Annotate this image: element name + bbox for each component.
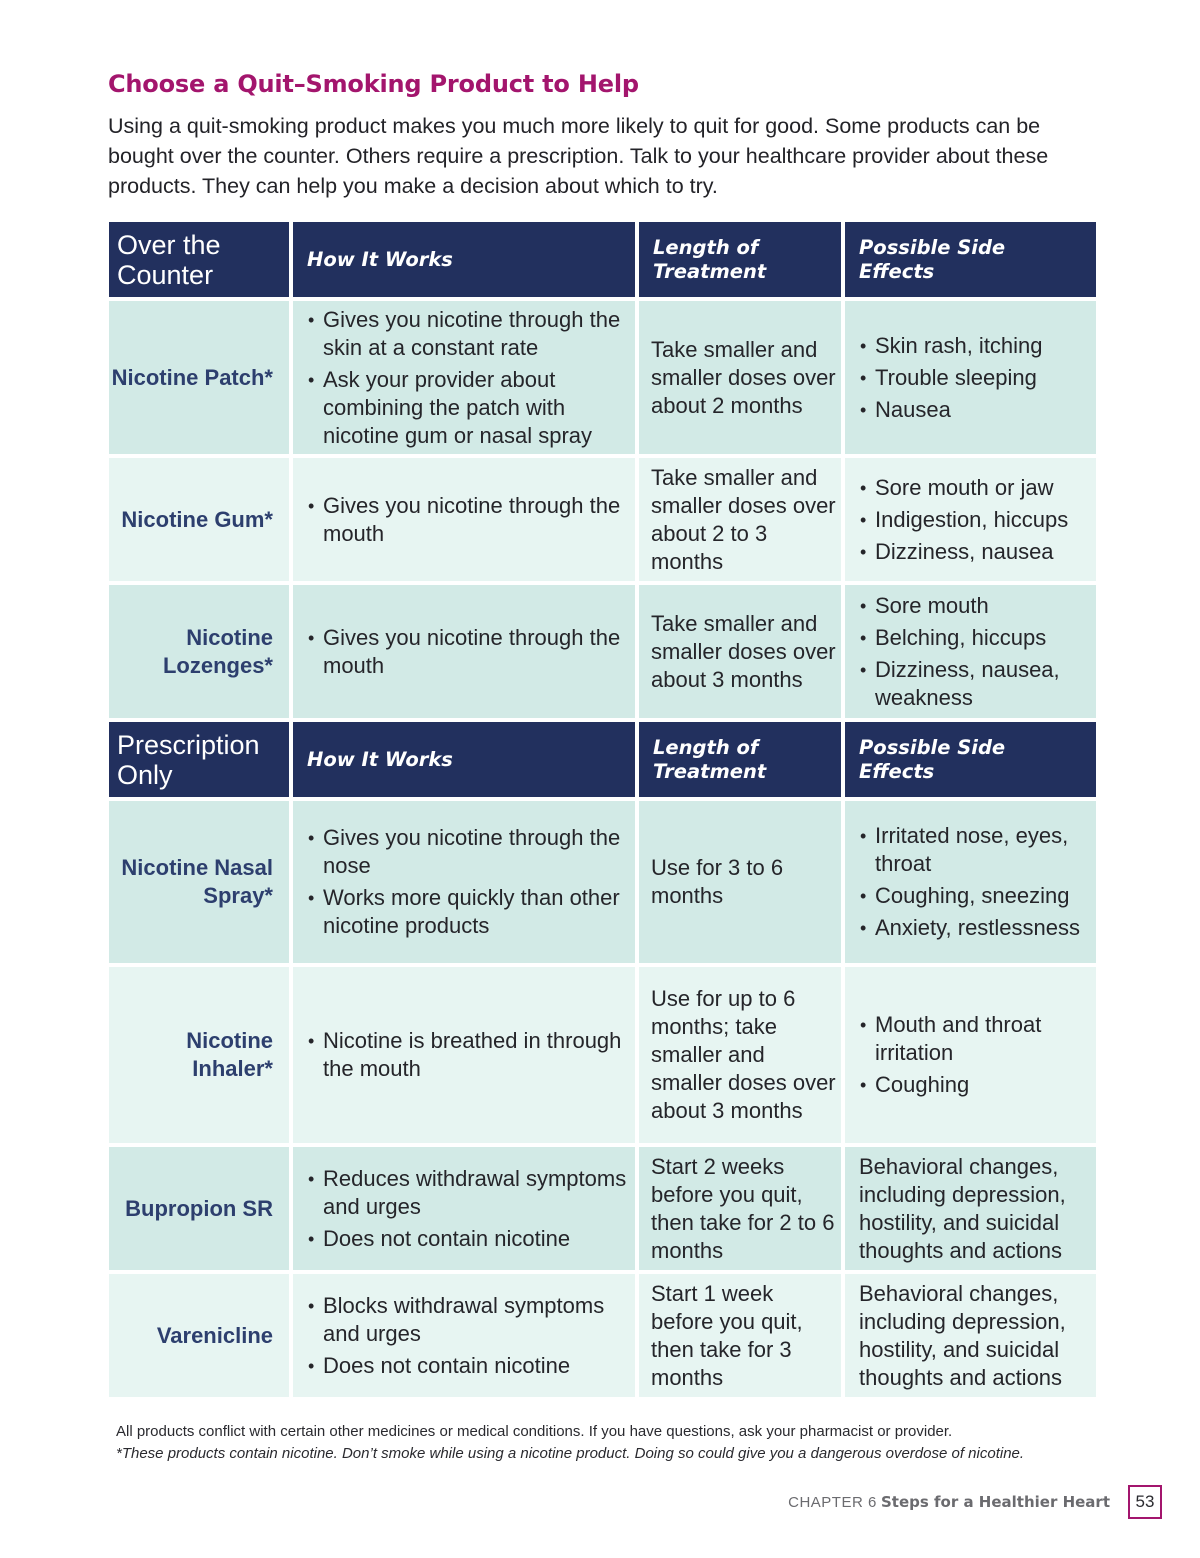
how-it-works-cell xyxy=(293,585,635,718)
side-effect-item: • Nausea xyxy=(859,396,1090,424)
section-header-row xyxy=(109,222,1096,297)
how-it-works-item: • Gives you nicotine through the nose xyxy=(307,824,629,880)
product-name: Nicotine Lozenges* xyxy=(109,585,289,718)
side-effect-item: • Irritated nose, eyes, throat xyxy=(859,822,1090,878)
treatment-length: Start 1 week before you quit, then take for 3 months xyxy=(639,1274,841,1397)
how-it-works-item: • Does not contain nicotine xyxy=(307,1352,629,1380)
side-effects-text: Behavioral changes, including depression, hostility, and suicidal thoughts and actions xyxy=(845,1147,1096,1270)
product-name: Bupropion SR xyxy=(109,1147,289,1270)
side-effect-item: • Dizziness, nausea xyxy=(859,538,1090,566)
products-table xyxy=(105,218,1100,1401)
how-it-works-cell xyxy=(293,301,635,454)
side-effect-item: • Anxiety, restlessness xyxy=(859,914,1090,942)
table-row xyxy=(109,967,1096,1143)
column-header: Possible Side Effects xyxy=(845,722,1096,797)
column-header: Length of Treatment xyxy=(639,722,841,797)
how-it-works-item: • Ask your provider about combining the patch with nicotine gum or nasal spray xyxy=(307,366,629,450)
treatment-length: Start 2 weeks before you quit, then take for 2 to 6 months xyxy=(639,1147,841,1270)
table-row xyxy=(109,458,1096,581)
footnote-conflicts: All products conflict with certain other medicines or medical conditions. If you have questions, ask your pharmacist or provider. xyxy=(116,1423,953,1440)
how-it-works-item: • Gives you nicotine through the skin at a constant rate xyxy=(307,306,629,362)
side-effects-list xyxy=(859,332,1090,424)
how-it-works-item: • Does not contain nicotine xyxy=(307,1225,629,1253)
products-table-body xyxy=(109,222,1096,1397)
side-effects-cell xyxy=(845,301,1096,454)
treatment-length: Use for 3 to 6 months xyxy=(639,801,841,963)
product-name: Varenicline xyxy=(109,1274,289,1397)
how-it-works-list xyxy=(307,492,629,548)
side-effects-list xyxy=(859,474,1090,566)
section-title: Over the Counter xyxy=(109,222,289,297)
how-it-works-item: • Works more quickly than other nicotine products xyxy=(307,884,629,940)
side-effect-item: • Skin rash, itching xyxy=(859,332,1090,360)
chapter-title: Steps for a Healthier Heart xyxy=(880,1493,1110,1511)
side-effects-cell xyxy=(845,801,1096,963)
column-header: How It Works xyxy=(293,222,635,297)
table-row xyxy=(109,1147,1096,1270)
how-it-works-item: • Blocks withdrawal symptoms and urges xyxy=(307,1292,629,1348)
side-effect-item: • Sore mouth xyxy=(859,592,1090,620)
table-row xyxy=(109,301,1096,454)
how-it-works-list xyxy=(307,824,629,940)
how-it-works-cell xyxy=(293,1147,635,1270)
side-effect-item: • Coughing xyxy=(859,1071,1090,1099)
column-header: Possible Side Effects xyxy=(845,222,1096,297)
side-effect-item: • Dizziness, nausea, weakness xyxy=(859,656,1090,712)
side-effect-item: • Mouth and throat irritation xyxy=(859,1011,1090,1067)
intro-paragraph: Using a quit-smoking product makes you much more likely to quit for good. Some products can be bought over the counter. Others require a prescription. Talk to your healthcare provider about these products. They can help you make a decision about which to try. xyxy=(108,114,1049,198)
side-effects-list xyxy=(859,592,1090,712)
side-effects-list xyxy=(859,822,1090,942)
product-name: Nicotine Inhaler* xyxy=(109,967,289,1143)
how-it-works-list xyxy=(307,1165,629,1253)
treatment-length: Take smaller and smaller doses over about 2 to 3 months xyxy=(639,458,841,581)
side-effects-cell xyxy=(845,458,1096,581)
side-effect-item: • Belching, hiccups xyxy=(859,624,1090,652)
product-name: Nicotine Nasal Spray* xyxy=(109,801,289,963)
how-it-works-cell xyxy=(293,801,635,963)
how-it-works-list xyxy=(307,306,629,450)
how-it-works-item: • Reduces withdrawal symptoms and urges xyxy=(307,1165,629,1221)
side-effect-item: • Trouble sleeping xyxy=(859,364,1090,392)
side-effect-item: • Coughing, sneezing xyxy=(859,882,1090,910)
how-it-works-item: • Gives you nicotine through the mouth xyxy=(307,624,629,680)
treatment-length: Use for up to 6 months; take smaller and smaller doses over about 3 months xyxy=(639,967,841,1143)
how-it-works-list xyxy=(307,624,629,680)
table-row xyxy=(109,585,1096,718)
page-footer xyxy=(788,1493,1110,1511)
how-it-works-list xyxy=(307,1292,629,1380)
how-it-works-list xyxy=(307,1027,629,1083)
how-it-works-item: • Nicotine is breathed in through the mouth xyxy=(307,1027,629,1083)
table-row xyxy=(109,1274,1096,1397)
chapter-label: CHAPTER 6 xyxy=(788,1494,877,1511)
page-number: 53 xyxy=(1128,1485,1162,1519)
product-name: Nicotine Gum* xyxy=(109,458,289,581)
side-effect-item: • Indigestion, hiccups xyxy=(859,506,1090,534)
treatment-length: Take smaller and smaller doses over about 3 months xyxy=(639,585,841,718)
treatment-length: Take smaller and smaller doses over about 2 months xyxy=(639,301,841,454)
side-effects-cell xyxy=(845,967,1096,1143)
section-title: Prescription Only xyxy=(109,722,289,797)
how-it-works-cell xyxy=(293,458,635,581)
section-header-row xyxy=(109,722,1096,797)
how-it-works-cell xyxy=(293,1274,635,1397)
side-effects-list xyxy=(859,1011,1090,1099)
how-it-works-cell xyxy=(293,967,635,1143)
product-name: Nicotine Patch* xyxy=(109,301,289,454)
column-header: How It Works xyxy=(293,722,635,797)
footnote-nicotine: *These products contain nicotine. Don’t smoke while using a nicotine product. Doing so could give you a dangerous overdose of nicotine. xyxy=(116,1445,1025,1462)
table-row xyxy=(109,801,1096,963)
how-it-works-item: • Gives you nicotine through the mouth xyxy=(307,492,629,548)
page-title: Choose a Quit–Smoking Product to Help xyxy=(108,70,639,98)
side-effects-text: Behavioral changes, including depression, hostility, and suicidal thoughts and actions xyxy=(845,1274,1096,1397)
side-effect-item: • Sore mouth or jaw xyxy=(859,474,1090,502)
side-effects-cell xyxy=(845,585,1096,718)
column-header: Length of Treatment xyxy=(639,222,841,297)
